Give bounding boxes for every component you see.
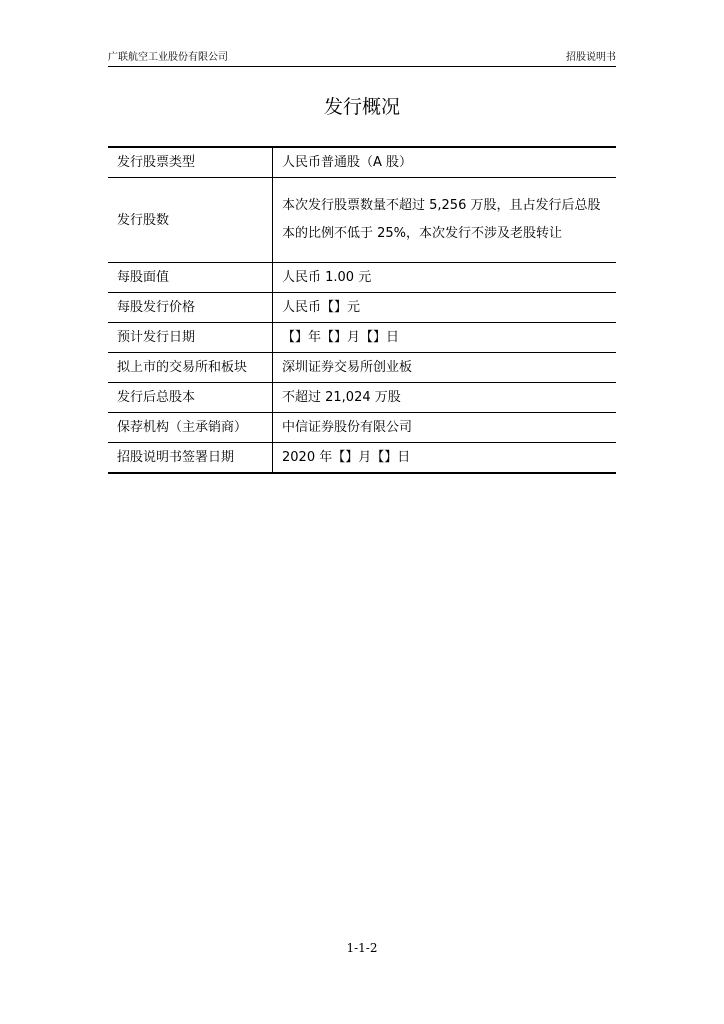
page-number: 1-1-2 bbox=[346, 941, 378, 955]
table-row bbox=[108, 178, 616, 263]
row-value: 人民币【】元 bbox=[273, 293, 617, 323]
row-label: 每股发行价格 bbox=[108, 293, 273, 323]
row-value: 深圳证券交易所创业板 bbox=[273, 353, 617, 383]
row-label: 招股说明书签署日期 bbox=[108, 443, 273, 474]
table-row bbox=[108, 293, 616, 323]
page-title: 发行概况 bbox=[323, 96, 400, 118]
offering-overview-table bbox=[108, 146, 616, 474]
row-value: 不超过 21,024 万股 bbox=[273, 383, 617, 413]
row-value: 2020 年【】月【】日 bbox=[273, 443, 617, 474]
header-company-name: 广联航空工业股份有限公司 bbox=[108, 52, 228, 63]
row-label: 预计发行日期 bbox=[108, 323, 273, 353]
table-row bbox=[108, 147, 616, 178]
row-value: 人民币 1.00 元 bbox=[273, 263, 617, 293]
row-label: 拟上市的交易所和板块 bbox=[108, 353, 273, 383]
header-document-type: 招股说明书 bbox=[566, 52, 616, 63]
table-row bbox=[108, 263, 616, 293]
table-row bbox=[108, 443, 616, 474]
row-label: 发行股数 bbox=[108, 178, 273, 263]
page-header bbox=[108, 50, 616, 67]
table-row bbox=[108, 383, 616, 413]
row-value: 人民币普通股（A 股） bbox=[282, 155, 413, 170]
row-value: 【】年【】月【】日 bbox=[273, 323, 617, 353]
table-row bbox=[108, 353, 616, 383]
row-label: 发行股票类型 bbox=[108, 147, 273, 178]
row-label: 保荐机构（主承销商） bbox=[108, 413, 273, 443]
table-row bbox=[108, 323, 616, 353]
row-value: 本次发行股票数量不超过 5,256 万股，且占发行后总股本的比例不低于 25%，本次发行不涉及老股转让 bbox=[273, 178, 617, 263]
row-label: 每股面值 bbox=[108, 263, 273, 293]
row-value: 中信证券股份有限公司 bbox=[273, 413, 617, 443]
row-label: 发行后总股本 bbox=[108, 383, 273, 413]
table-row bbox=[108, 413, 616, 443]
